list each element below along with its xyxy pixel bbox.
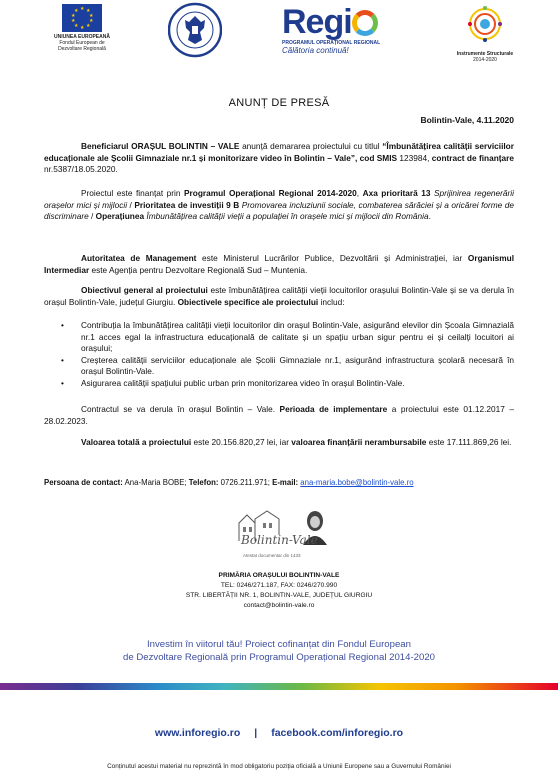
p6-total-label: Valoarea totală a proiectului xyxy=(81,437,192,447)
p1-smis: 123984, xyxy=(397,152,432,163)
regio-tagline: Călătoria continuă! xyxy=(282,46,349,55)
contact-email-label: E-mail: xyxy=(272,478,299,487)
list-item-text: Contribuția la îmbunătățirea calității vieții locuitorilor din orașul Bolintin-Vale, asigurând elevilor din Școala Gimnazială nr.1 acces egal la infrastructura educațională de calitate și un spațiu urban sigur pentru ei și ceilalți locuitori ai orașului; xyxy=(81,320,514,354)
paragraph-intro xyxy=(44,141,514,176)
p1-project-title: “Îmbunătățirea calității serviciilor educaționale ale Școlii Gimnaziale nr.1 și monitorizare video în Bolintin – Vale”, cod SMIS xyxy=(44,141,514,163)
bullet-icon: • xyxy=(61,377,64,388)
contact-person-label: Persoana de contact: xyxy=(44,478,123,487)
p3-text-2: este Agenția pentru Dezvoltare Regională Sud – Muntenia. xyxy=(89,264,308,275)
p4-text-2: includ: xyxy=(318,296,345,307)
p1-contract-label: contract de finanțare xyxy=(431,152,514,163)
footer-links xyxy=(0,727,558,739)
p2-operation-desc: Îmbunătățirea calității vieții a populației în orașele mici și mijlocii din România xyxy=(144,211,429,222)
paragraph-implementation xyxy=(44,404,514,427)
objectives-list xyxy=(44,320,514,390)
facebook-link[interactable]: facebook.com/inforegio.ro xyxy=(271,727,404,739)
p1-text-1: Beneficiarul xyxy=(81,141,132,151)
contact-phone: 0726.211.971; xyxy=(218,478,273,487)
eu-caption-1: UNIUNEA EUROPEANĂ xyxy=(54,34,110,40)
p1-beneficiary: ORAȘUL BOLINTIN – VALE xyxy=(131,141,240,151)
slogan-line-1: Investim în viitorul tău! Proiect cofinanțat din Fondul European xyxy=(147,639,411,650)
paragraph-value xyxy=(44,437,514,449)
regio-o-icon xyxy=(352,10,378,36)
town-logo-name: Bolintin-Vale xyxy=(241,533,318,547)
list-item-text: Creșterea calității serviciilor educaționale ale Școlii Gimnaziale nr.1, asigurând infrastructura școlară necesară în orașul Bolintin-Vale. xyxy=(81,354,514,377)
website-link[interactable]: www.inforegio.ro xyxy=(154,727,241,739)
footer-separator: | xyxy=(254,727,258,739)
p1-text-2: anunță demararea proiectului cu titlul xyxy=(239,141,383,151)
p4-specific-objectives: Obiectivele specifice ale proiectului xyxy=(177,296,319,307)
p4-general-objective: Obiectivul general al proiectului xyxy=(81,285,208,295)
contact-person: Ana-Maria BOBE; xyxy=(122,478,189,487)
p5-period: a proiectului este 01.12.2017 – 28.02.2023. xyxy=(44,404,514,426)
p2-operation: Operațiunea xyxy=(95,211,145,222)
p2-priority-desc: Promovarea incluziunii sociale, combaterea sărăciei și a oricărei forme de discriminare xyxy=(44,199,514,222)
town-logo-subtitle: Atestat documentar din 1433 xyxy=(243,553,301,558)
is-caption-2: 2014-2020 xyxy=(473,57,497,63)
list-item xyxy=(44,355,514,378)
government-seal-logo xyxy=(168,2,222,58)
p6-total: este 20.156.820,27 lei, iar xyxy=(191,437,292,447)
p2-text-1: Proiectul este finanțat prin xyxy=(81,188,184,198)
list-item xyxy=(44,378,514,390)
p2-end: . xyxy=(428,211,431,222)
p2-program: Programul Operațional Regional 2014-2020 xyxy=(183,188,357,198)
paragraph-authorities xyxy=(44,253,514,276)
slogan-line-2: de Dezvoltare Regională prin Programul Operațional Regional 2014-2020 xyxy=(123,652,435,663)
p2-sep-1: , xyxy=(356,188,363,198)
color-band-divider xyxy=(0,683,558,690)
eu-caption-3: Dezvoltare Regională xyxy=(58,46,106,52)
p2-sep-3: / xyxy=(88,211,96,222)
regio-subtitle: PROGRAMUL OPERAȚIONAL REGIONAL xyxy=(282,40,381,46)
address-institution: PRIMĂRIA ORAȘULUI BOLINTIN-VALE xyxy=(218,572,340,579)
p1-contract-number: nr.5387/18.05.2020. xyxy=(44,164,118,175)
structural-instruments-logo xyxy=(452,2,518,63)
p2-sep-2: / xyxy=(127,199,135,210)
government-seal-icon xyxy=(168,2,222,58)
bullet-icon: • xyxy=(61,320,64,330)
eu-flag-icon: ★ ★ ★ ★ ★ ★ ★ ★ ★ ★ xyxy=(62,4,102,32)
regio-logo xyxy=(282,4,432,56)
is-caption-1: Instrumente Structurale xyxy=(456,51,514,57)
p4-text-1: este îmbunătățirea calității vieții locuitorilor orașului Bolintin-Vale și se va derula în orașul Bolintin-Vale, județul Giurgiu. xyxy=(44,285,514,307)
eu-logo xyxy=(43,4,121,52)
page-title: ANUNȚ DE PRESĂ xyxy=(228,97,330,109)
list-item-text: Asigurarea calității spațiului public urban prin monitorizarea video în orașul Bolintin-Vale. xyxy=(81,377,405,388)
p3-text-1: este Ministerul Lucrărilor Publice, Dezvoltării și Administrației, iar xyxy=(196,253,468,263)
p5-period-label: Perioada de implementare xyxy=(279,404,388,414)
paragraph-financing xyxy=(44,188,514,223)
bullet-icon: • xyxy=(61,354,64,365)
paragraph-objectives xyxy=(44,285,514,308)
contact-email-link[interactable]: ana-maria.bobe@bolintin-vale.ro xyxy=(300,478,414,487)
p3-intermediate-body: Organismul Intermediar xyxy=(44,253,514,275)
p2-axis-desc: Sprijinirea regenerării orașelor mici și mijlocii xyxy=(44,188,514,210)
p2-axis: Axa prioritară 13 xyxy=(362,188,431,198)
address-block xyxy=(0,571,558,611)
p3-managing-authority: Autoritatea de Management xyxy=(81,253,197,263)
slogan xyxy=(0,638,558,664)
contact-phone-label: Telefon: xyxy=(188,478,219,487)
regio-word: Regi xyxy=(282,3,352,41)
address-phone: TEL: 0246/271.187, FAX: 0246/270.990 xyxy=(220,582,338,589)
p2-priority: Prioritatea de investiții 9 B xyxy=(134,199,240,210)
p6-grant: este 17.111.869,26 lei. xyxy=(426,437,512,447)
eu-caption-2: Fondul European de xyxy=(59,40,105,46)
p5-text-1: Contractul se va derula în orașul Bolintin – Vale. xyxy=(81,404,280,414)
header-logos xyxy=(0,0,558,80)
dateline: Bolintin-Vale, 4.11.2020 xyxy=(420,115,514,125)
address-email: contact@bolintin-vale.ro xyxy=(243,602,315,609)
address-street: STR. LIBERTĂȚII NR. 1, BOLINTIN-VALE, JUDEȚUL GIURGIU xyxy=(185,592,373,599)
bolintin-vale-logo xyxy=(227,505,333,567)
contact-line xyxy=(44,478,414,487)
p6-grant-label: valoarea finanțării nerambursabile xyxy=(291,437,427,447)
list-item xyxy=(44,320,514,355)
structural-instruments-icon xyxy=(452,2,518,46)
disclaimer: Conținutul acestui material nu reprezintă în mod obligatoriu poziția oficială a Uniunii Europene sau a Guvernului României xyxy=(107,763,451,770)
